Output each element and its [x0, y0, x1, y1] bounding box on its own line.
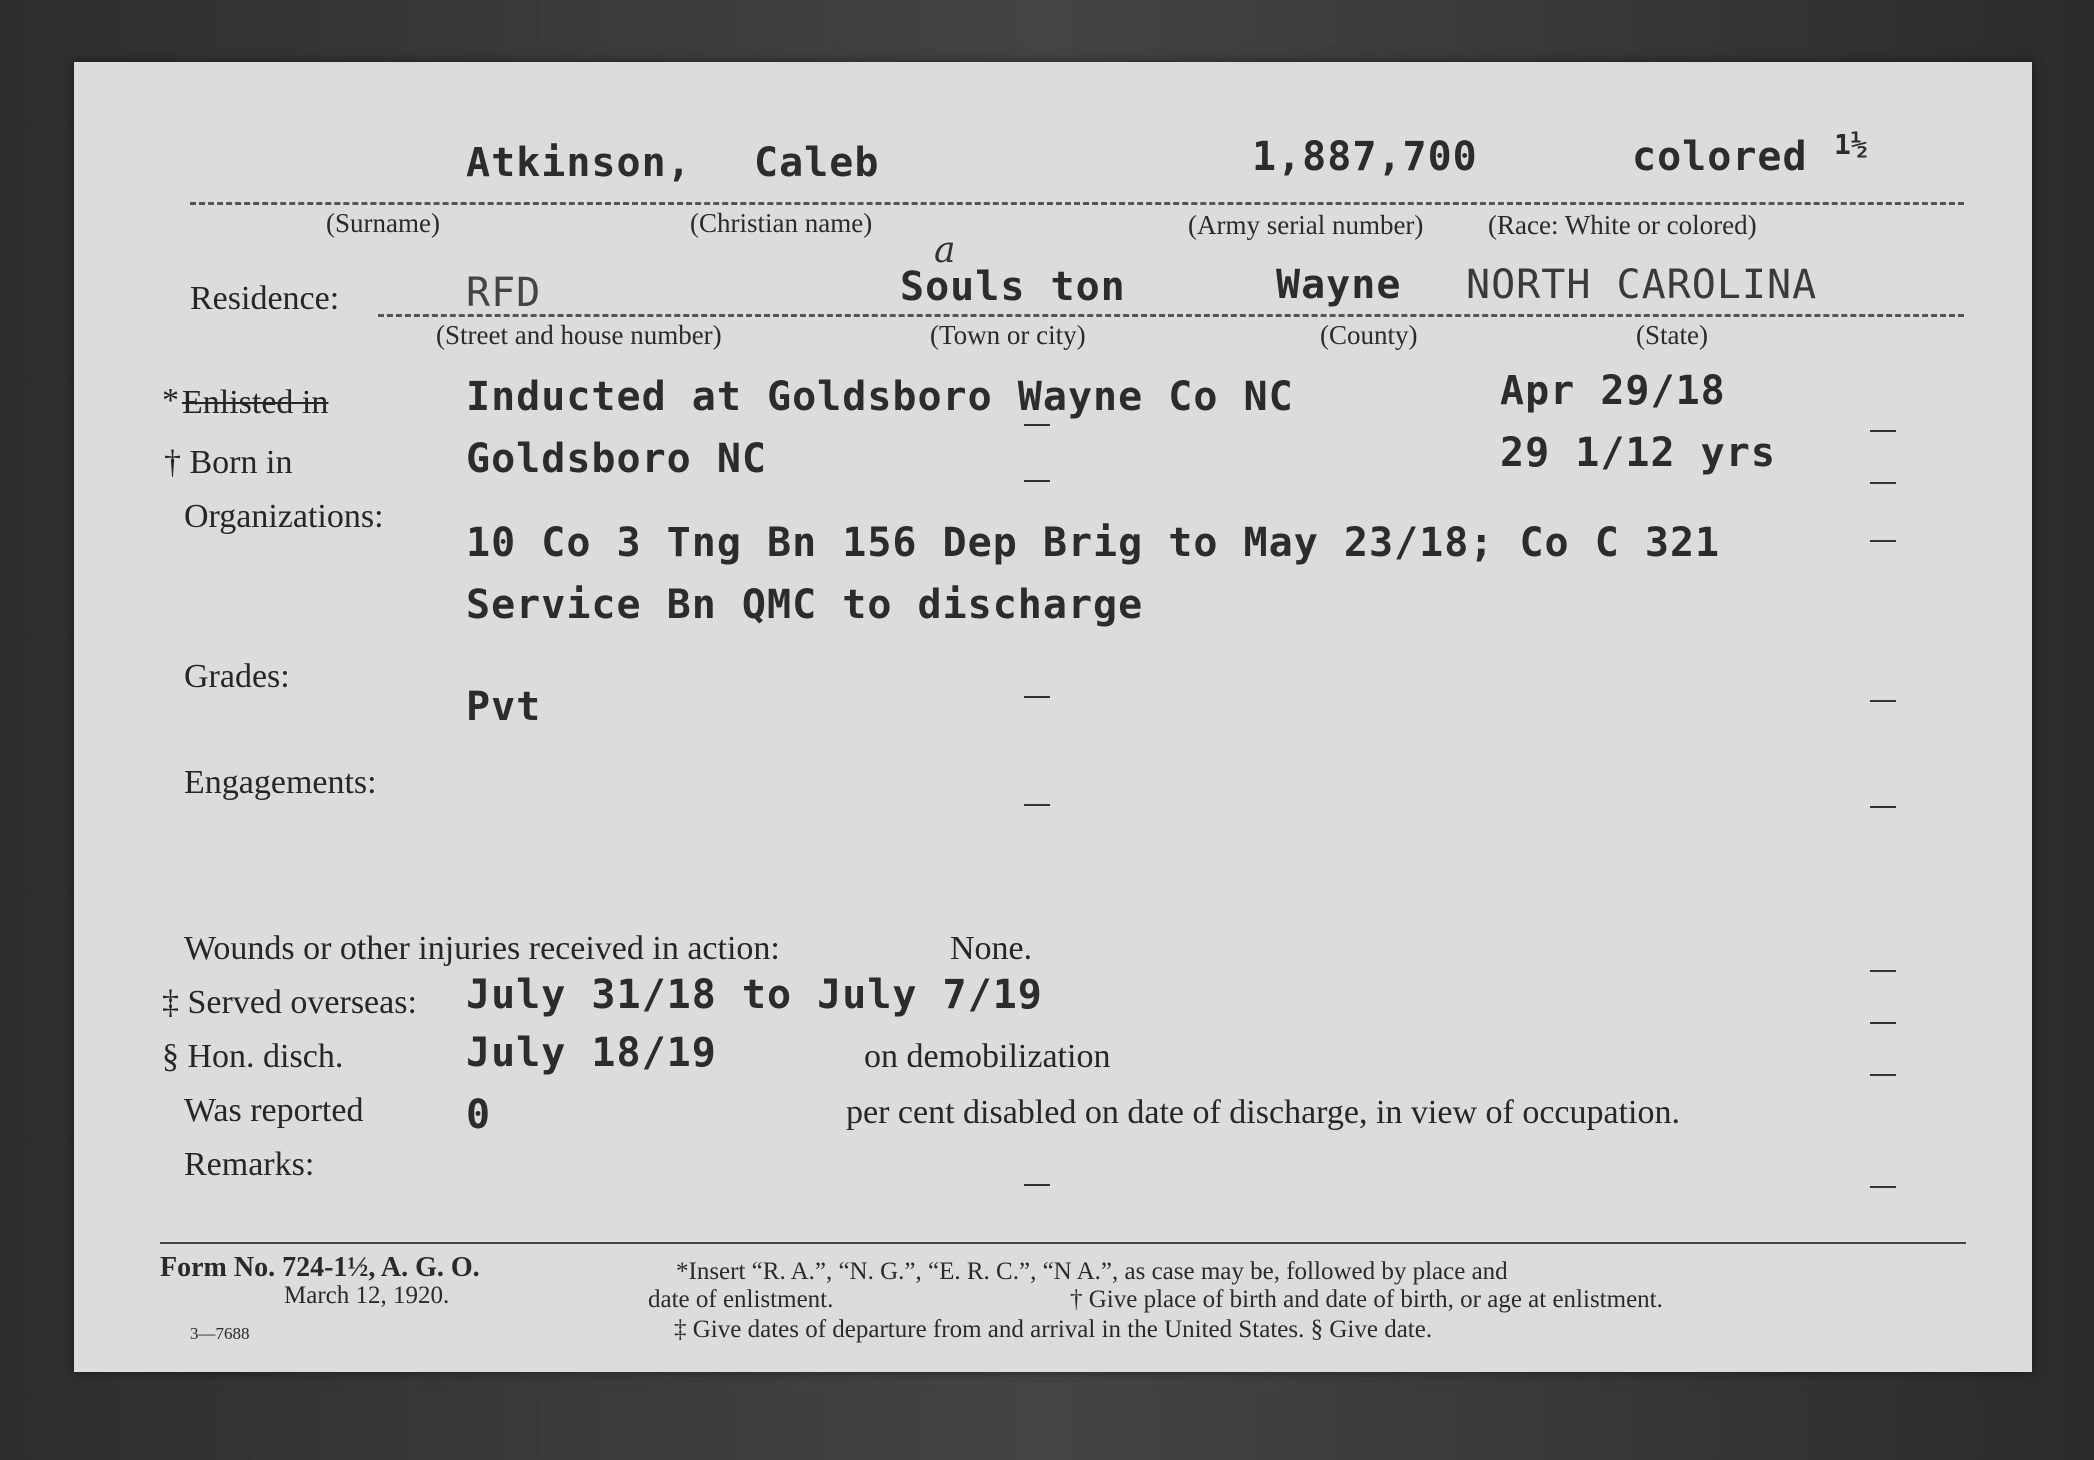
enlisted-label: Enlisted in: [182, 384, 329, 421]
engagements-label: Engagements:: [184, 764, 377, 801]
blank-dash: [1870, 540, 1896, 542]
caption-race: (Race: White or colored): [1488, 210, 1757, 240]
caption-christian-name: (Christian name): [690, 208, 873, 238]
header-rule: [190, 202, 1964, 205]
wounds-label: Wounds or other injuries received in action:: [184, 930, 780, 967]
print-code: 3—7688: [190, 1324, 250, 1343]
blank-dash: [1870, 970, 1896, 972]
blank-dash: [1870, 806, 1896, 808]
blank-dash: [1024, 804, 1050, 806]
enlisted-value: Inducted at Goldsboro Wayne Co NC: [466, 374, 1294, 420]
served-overseas-value: July 31/18 to July 7/19: [466, 972, 1043, 1018]
blank-dash: [1870, 1022, 1896, 1024]
race-value: colored: [1632, 134, 1808, 180]
organizations-line-1: 10 Co 3 Tng Bn 156 Dep Brig to May 23/18; Co C 321: [466, 520, 1721, 566]
footer-rule: [160, 1242, 1966, 1244]
wounds-value: None.: [950, 930, 1033, 967]
residence-county-value: Wayne: [1276, 262, 1402, 308]
blank-dash: [1870, 1074, 1896, 1076]
honorable-discharge-value: July 18/19: [466, 1030, 717, 1076]
born-age: 29 1/12 yrs: [1500, 430, 1776, 476]
grades-value: Pvt: [466, 684, 542, 730]
footnote-overseas: ‡ Give dates of departure from and arrival in the United States. § Give date.: [674, 1316, 1433, 1343]
blank-dash: [1870, 1186, 1896, 1188]
disability-statement: per cent disabled on date of discharge, in view of occupation.: [846, 1094, 1680, 1131]
remarks-label: Remarks:: [184, 1146, 315, 1183]
blank-dash: [1870, 430, 1896, 432]
service-record-card: [74, 62, 2032, 1372]
enlisted-label-mark: *: [162, 382, 179, 419]
form-number: Form No. 724-1½, A. G. O.: [160, 1252, 480, 1283]
grades-label: Grades:: [184, 658, 290, 695]
caption-street: (Street and house number): [436, 320, 722, 350]
caption-county: (County): [1320, 320, 1418, 350]
organizations-label: Organizations:: [184, 498, 384, 535]
disability-percent-value: 0: [466, 1092, 492, 1138]
christian-name-value: Caleb: [754, 140, 880, 186]
footnote-birth: † Give place of birth and date of birth, or age at enlistment.: [1070, 1286, 1663, 1313]
serial-number-value: 1,887,700: [1252, 134, 1478, 180]
town-correction: a: [934, 230, 956, 271]
caption-serial-number: (Army serial number): [1188, 210, 1424, 240]
blank-dash: [1870, 700, 1896, 702]
residence-rule: [378, 314, 1964, 317]
served-overseas-label: ‡ Served overseas:: [162, 984, 417, 1021]
caption-surname: (Surname): [326, 208, 440, 238]
blank-dash: [1024, 696, 1050, 698]
blank-dash: [1870, 482, 1896, 484]
residence-town-value: Souls ton: [900, 264, 1126, 310]
caption-town: (Town or city): [930, 320, 1086, 350]
enlisted-date: Apr 29/18: [1500, 368, 1726, 414]
blank-dash: [1024, 424, 1050, 426]
was-reported-label: Was reported: [184, 1092, 364, 1129]
footnote-enlistment: date of enlistment.: [648, 1286, 834, 1313]
form-date: March 12, 1920.: [284, 1282, 450, 1309]
honorable-discharge-label: § Hon. disch.: [162, 1038, 344, 1075]
surname-value: Atkinson,: [466, 140, 692, 186]
discharge-reason: on demobilization: [864, 1038, 1111, 1075]
born-label: † Born in: [164, 444, 293, 481]
race-note: 1½: [1834, 128, 1868, 161]
residence-state-value: NORTH CAROLINA: [1466, 262, 1818, 308]
organizations-line-2: Service Bn QMC to discharge: [466, 582, 1144, 628]
born-value: Goldsboro NC: [466, 436, 767, 482]
footnote-insert: *Insert “R. A.”, “N. G.”, “E. R. C.”, “N A.”, as case may be, followed by place and: [676, 1258, 1508, 1285]
residence-label: Residence:: [190, 280, 340, 317]
caption-state: (State): [1636, 320, 1708, 350]
residence-street-value: RFD: [466, 270, 542, 316]
blank-dash: [1024, 480, 1050, 482]
blank-dash: [1024, 1184, 1050, 1186]
